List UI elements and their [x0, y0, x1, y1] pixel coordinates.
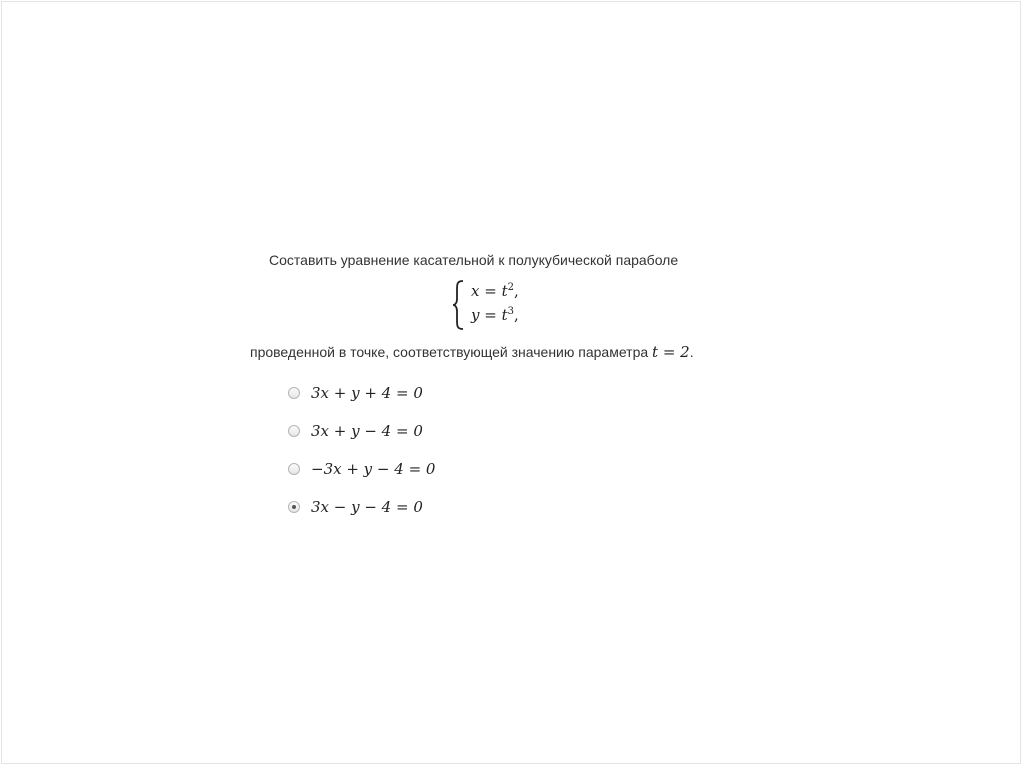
radio-button[interactable]	[288, 425, 300, 437]
equation-line-x: $x = t^2$,	[471, 282, 519, 300]
answer-option-1[interactable]	[288, 374, 435, 412]
equation-line-y: $y = t^3$,	[471, 306, 519, 324]
param-value: t = 2	[652, 343, 690, 361]
option-label: 3x + y + 4 = 0	[311, 384, 423, 402]
left-brace-icon	[451, 278, 467, 332]
answer-options	[288, 374, 435, 526]
eq2-rhs: t	[501, 306, 508, 324]
answer-option-2[interactable]	[288, 412, 435, 450]
option-label: 3x − y − 4 = 0	[311, 498, 423, 516]
option-label: 3x + y − 4 = 0	[311, 422, 423, 440]
eq1-tail: ,	[513, 282, 519, 300]
eq1-exp: 2	[507, 282, 514, 293]
slide-frame	[1, 1, 1021, 764]
eq1-rhs: t	[501, 282, 508, 300]
question-prompt: Составить уравнение касательной к полукубической параболе	[269, 252, 679, 268]
answer-option-4[interactable]	[288, 488, 435, 526]
radio-button-selected[interactable]	[288, 501, 300, 513]
option-label: −3x + y − 4 = 0	[311, 460, 436, 478]
eq1-lhs: x	[471, 282, 480, 300]
equation-system	[451, 278, 571, 332]
radio-button[interactable]	[288, 387, 300, 399]
radio-button[interactable]	[288, 463, 300, 475]
period: .	[689, 344, 694, 360]
continuation-text: проведенной в точке, соответствующей значению параметра	[250, 344, 649, 360]
eq2-lhs: y	[471, 306, 480, 324]
eq2-exp: 3	[507, 306, 514, 317]
question-continuation	[250, 343, 694, 361]
answer-option-3[interactable]	[288, 450, 435, 488]
eq2-tail: ,	[514, 306, 519, 324]
